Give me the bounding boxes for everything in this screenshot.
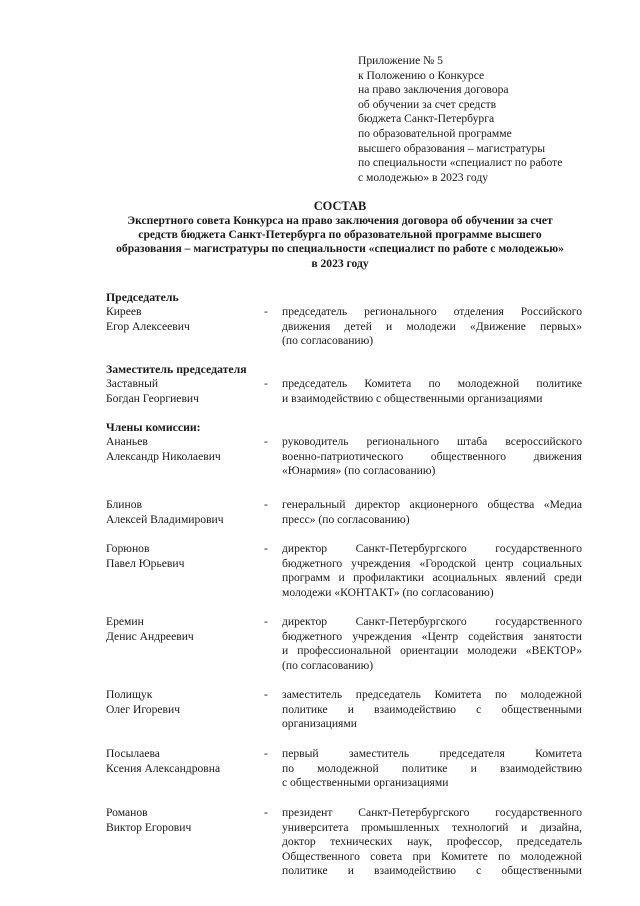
position-line: военно-патриотического общественного движения — [282, 449, 582, 463]
member-name — [106, 615, 266, 644]
position-line: (по согласованию) — [282, 658, 374, 672]
member-given-name: Виктор Егорович — [106, 820, 192, 834]
member-given-name: Богдан Георгиевич — [106, 391, 199, 405]
section-members-heading: Члены комиссии: — [106, 420, 201, 434]
member-position — [282, 747, 582, 791]
position-line: и взаимодействию с общественными организациями — [282, 391, 543, 405]
position-line: политике и взаимодействию с общественными — [282, 702, 582, 716]
member-surname: Романов — [106, 806, 148, 819]
document-title: СОСТАВ — [313, 199, 367, 213]
position-line: Общественного совета при Комитете по молодежной — [282, 849, 582, 863]
member-name — [106, 747, 266, 776]
member-name — [106, 305, 266, 334]
position-line: молодежи «КОНТАКТ» (по согласованию) — [282, 585, 494, 599]
member-position — [282, 377, 582, 406]
position-line: директор Санкт-Петербургского государственного — [282, 615, 582, 628]
separator-dash: - — [264, 377, 268, 390]
position-line: первый заместитель председателя Комитета — [282, 747, 582, 760]
position-line: бюджетного учреждения «Центр содействия занятости — [282, 629, 582, 643]
position-line: организациями — [282, 717, 357, 731]
separator-dash: - — [264, 615, 268, 628]
member-surname: Полищук — [106, 688, 153, 701]
member-name — [106, 542, 266, 571]
subtitle-line: средств бюджета Санкт-Петербурга по образовательной программе высшего — [138, 228, 542, 242]
document-subtitle — [90, 214, 590, 271]
member-surname: Горюнов — [106, 542, 150, 555]
member-given-name: Егор Алексеевич — [106, 319, 190, 333]
member-position — [282, 435, 582, 479]
position-line: президент Санкт-Петербургского государственного — [282, 806, 582, 819]
appendix-line: об обучении за счет средств — [358, 97, 497, 111]
member-position — [282, 305, 582, 349]
position-line: «Юнармия» (по согласованию) — [282, 464, 436, 478]
position-line: (по согласованию) — [282, 334, 374, 348]
member-position — [282, 688, 582, 732]
separator-dash: - — [264, 688, 268, 701]
member-given-name: Александр Николаевич — [106, 449, 221, 463]
position-line: председатель регионального отделения Российского — [282, 305, 582, 318]
subtitle-line: образования – магистратуры по специальности «специалист по работе с молодежью» — [116, 242, 564, 256]
position-line: председатель Комитета по молодежной политике — [282, 377, 582, 390]
position-line: движения детей и молодежи «Движение первых» — [282, 319, 582, 333]
member-surname: Заставный — [106, 377, 159, 390]
member-surname: Ананьев — [106, 435, 148, 448]
position-line: по молодежной политике и взаимодействию — [282, 761, 582, 775]
member-position — [282, 806, 582, 879]
subtitle-line: в 2023 году — [311, 256, 369, 270]
position-line: и профессиональной ориентации молодежи «ВЕКТОР» — [282, 644, 582, 658]
member-surname: Еремин — [106, 615, 144, 628]
member-given-name: Алексей Владимирович — [106, 512, 224, 526]
position-line: руководитель регионального штаба всероссийского — [282, 435, 582, 448]
member-position — [282, 615, 582, 673]
position-line: доктор технических наук, профессор, председатель — [282, 835, 582, 849]
separator-dash: - — [264, 498, 268, 511]
member-name — [106, 688, 266, 717]
member-surname: Блинов — [106, 498, 142, 511]
position-line: заместитель председатель Комитета по молодежной — [282, 688, 582, 701]
member-surname: Киреев — [106, 305, 142, 318]
member-name — [106, 377, 266, 406]
section-chair-heading: Председатель — [106, 290, 179, 304]
appendix-line: на право заключения договора — [358, 83, 509, 97]
position-line: генеральный директор акционерного общества «Медиа — [282, 498, 582, 511]
member-position — [282, 498, 582, 527]
position-line: бюджетного учреждения «Городской центр социальных — [282, 556, 582, 570]
appendix-line: бюджета Санкт-Петербурга — [358, 112, 495, 126]
separator-dash: - — [264, 747, 268, 760]
separator-dash: - — [264, 806, 268, 819]
member-position — [282, 542, 582, 600]
member-given-name: Денис Андреевич — [106, 629, 194, 643]
member-surname: Посылаева — [106, 747, 160, 760]
separator-dash: - — [264, 542, 268, 555]
member-given-name: Олег Игоревич — [106, 702, 181, 716]
position-line: университета промышленных технологий и дизайна, — [282, 820, 582, 834]
member-name — [106, 435, 266, 464]
subtitle-line: Экспертного совета Конкурса на право заключения договора об обучении за счет — [127, 214, 553, 227]
member-name — [106, 498, 266, 527]
position-line: политике и взаимодействию с общественными — [282, 864, 582, 878]
separator-dash: - — [264, 305, 268, 318]
position-line: пресс» (по согласованию) — [282, 512, 410, 526]
appendix-line: Приложение № 5 — [358, 54, 443, 67]
appendix-line: по образовательной программе — [358, 126, 512, 140]
appendix-line: высшего образования – магистратуры — [358, 141, 546, 155]
member-given-name: Павел Юрьевич — [106, 556, 185, 570]
appendix-line: к Положению о Конкурсе — [358, 68, 485, 82]
appendix-line: по специальности «специалист по работе — [358, 156, 563, 170]
appendix-note — [358, 54, 598, 185]
position-line: программ и профилактики асоциальных явлений среди — [282, 571, 582, 585]
member-name — [106, 806, 266, 835]
position-line: с общественными организациями — [282, 776, 449, 790]
member-given-name: Ксения Александровна — [106, 761, 221, 775]
section-deputy-heading: Заместитель председателя — [106, 362, 247, 376]
position-line: директор Санкт-Петербургского государственного — [282, 542, 582, 555]
appendix-line: с молодежью» в 2023 году — [358, 170, 489, 184]
separator-dash: - — [264, 435, 268, 448]
